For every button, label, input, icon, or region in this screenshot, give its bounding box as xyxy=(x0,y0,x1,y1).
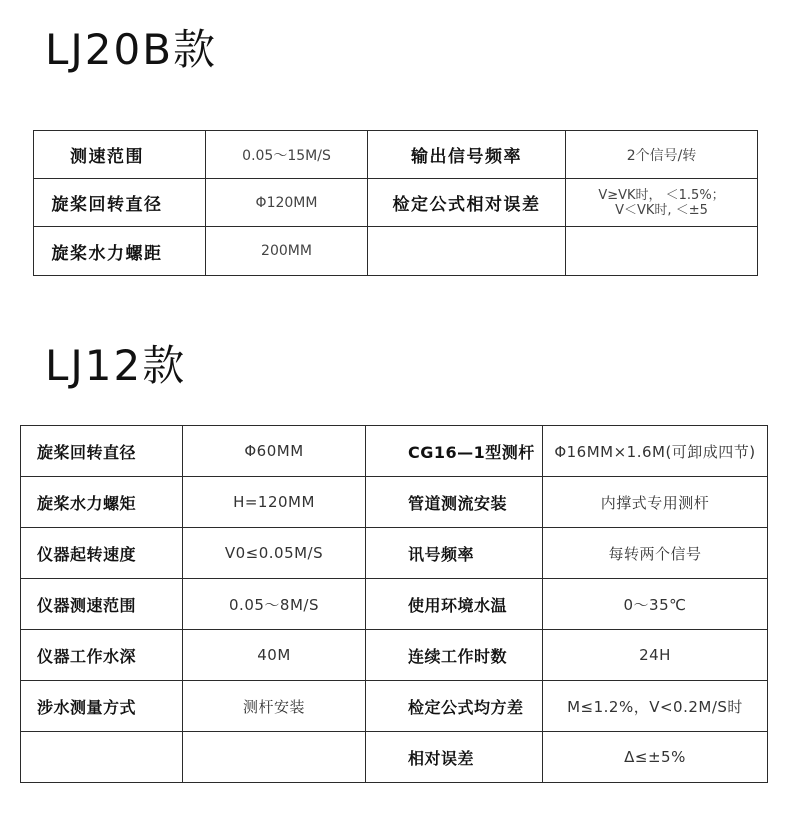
spec-label: 检定公式均方差 xyxy=(366,681,543,732)
spec-value: M≤1.2%，V<0.2M/S时 xyxy=(543,681,768,732)
spec-value: 0～35℃ xyxy=(543,579,768,630)
spec-label: 旋桨回转直径 xyxy=(21,426,183,477)
table-row xyxy=(21,732,768,783)
spec-value-line: V＜VK时, ＜±5 xyxy=(615,202,708,218)
spec-value: Δ≤±5% xyxy=(543,732,768,783)
spec-label: CG16—1型测杆 xyxy=(366,426,543,477)
empty-cell xyxy=(183,732,366,783)
spec-label: 讯号频率 xyxy=(366,528,543,579)
table-row xyxy=(34,179,758,227)
spec-label: 涉水测量方式 xyxy=(21,681,183,732)
spec-value: Φ60MM xyxy=(183,426,366,477)
spec-table-lj12 xyxy=(20,425,768,783)
spec-value: 200MM xyxy=(206,227,368,276)
spec-value: 内撑式专用测杆 xyxy=(543,477,768,528)
spec-value: 2个信号/转 xyxy=(566,131,758,179)
spec-label: 仪器起转速度 xyxy=(21,528,183,579)
spec-value: Φ16MM×1.6M(可卸成四节) xyxy=(543,426,768,477)
spec-label: 仪器工作水深 xyxy=(21,630,183,681)
table-row xyxy=(21,528,768,579)
section-title-lj20b: LJ20B款 xyxy=(45,25,218,74)
spec-value: Φ120MM xyxy=(206,179,368,227)
table-row xyxy=(21,579,768,630)
spec-value: 每转两个信号 xyxy=(543,528,768,579)
table-row xyxy=(34,131,758,179)
spec-table-lj20b xyxy=(33,130,758,276)
spec-label: 检定公式相对误差 xyxy=(368,179,566,227)
spec-label: 相对误差 xyxy=(366,732,543,783)
spec-label: 旋桨水力螺矩 xyxy=(21,477,183,528)
spec-label: 连续工作时数 xyxy=(366,630,543,681)
spec-value-line: V≥VK时， ＜1.5%； xyxy=(598,187,725,203)
empty-cell xyxy=(21,732,183,783)
spec-label: 输出信号频率 xyxy=(368,131,566,179)
table-row xyxy=(21,426,768,477)
spec-value: 24H xyxy=(543,630,768,681)
spec-label: 旋桨水力螺距 xyxy=(34,227,206,276)
spec-label: 使用环境水温 xyxy=(366,579,543,630)
table-row xyxy=(21,477,768,528)
spec-value: V0≤0.05M/S xyxy=(183,528,366,579)
spec-value: 0.05～15M/S xyxy=(206,131,368,179)
spec-value: 测杆安装 xyxy=(183,681,366,732)
table-row xyxy=(21,630,768,681)
spec-label: 测速范围 xyxy=(34,131,206,179)
spec-label: 管道测流安装 xyxy=(366,477,543,528)
empty-cell xyxy=(368,227,566,276)
table-row xyxy=(34,227,758,276)
table-row xyxy=(21,681,768,732)
spec-label: 仪器测速范围 xyxy=(21,579,183,630)
section-title-lj12: LJ12款 xyxy=(45,341,187,390)
spec-value: 0.05～8M/S xyxy=(183,579,366,630)
spec-value: H=120MM xyxy=(183,477,366,528)
empty-cell xyxy=(566,227,758,276)
spec-label: 旋桨回转直径 xyxy=(34,179,206,227)
spec-value-multiline xyxy=(566,179,758,227)
spec-value: 40M xyxy=(183,630,366,681)
